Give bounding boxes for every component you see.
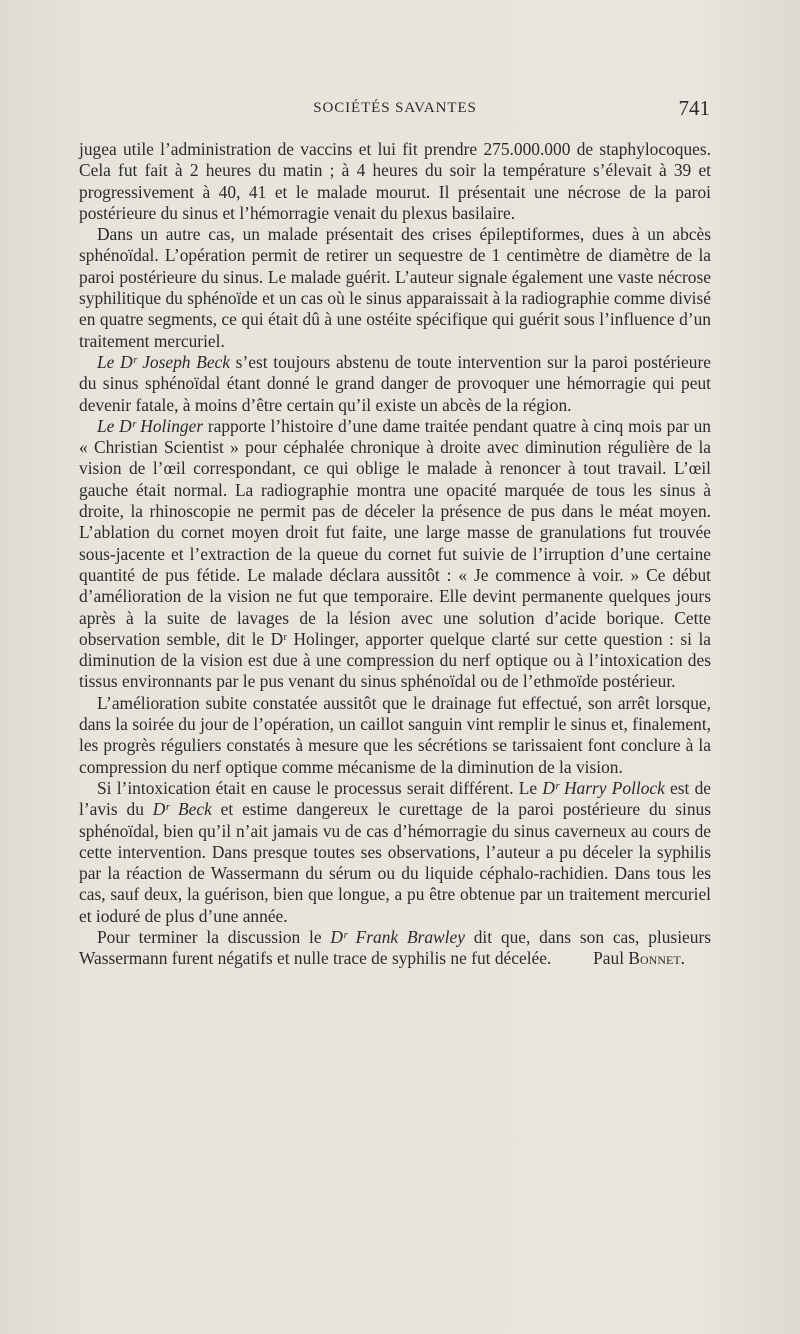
paragraph-text: dit que, dans son cas, plusieurs Wassermann furent négatifs et nulle trace de syphilis ne fut décelée. (79, 926, 711, 969)
paragraph-text: jugea utile l’administration de vaccins et lui fit prendre 275.000.000 de staphylocoques. Cela fut fait à 2 heures du matin ; à 4 heures du soir la température s’élevait à 39 et progressivement à 40, 41 et le malade mourut. Il présentait une nécrose de la paroi postérieure du sinus et l’hémorragie venait du plexus basilaire. (79, 139, 711, 223)
paragraph (79, 927, 711, 970)
paragraph-text: Si l’intoxication était en cause le processus serait différent. Le (97, 777, 543, 798)
paragraph-text: est de l’avis du (79, 777, 711, 820)
speaker-name: Le Dʳ Joseph Beck (97, 351, 230, 372)
paragraph (79, 416, 711, 693)
speaker-name: Dʳ Beck (152, 799, 212, 820)
paragraph (79, 139, 711, 224)
paragraph-text: et estime dangereux le curettage de la paroi postérieure du sinus sphénoïdal, bien qu’il n’ait jamais vu de cas d’hémorragie du sinus caverneux au cours de cette intervention. Dans presque toutes ses observations, l’auteur a pu déceler la syphilis par la réaction de Wassermann du sérum ou du liquide céphalo-rachidien. Dans tous les cas, sauf deux, la guérison, bien que longue, a pu être obtenue par un traitement mercuriel et ioduré de plus d’une année. (79, 799, 711, 926)
paragraph-text: rapporte l’histoire d’une dame traitée pendant quatre à cinq mois par un « Christian Scientist » pour céphalée chronique à droite avec diminution régulière de la vision de l’œil correspondant, ce qui oblige le malade à renoncer à tout travail. L’œil gauche était normal. La radiographie montra une opacité marquée de tous les sinus à droite, la rhinoscopie ne permit pas de déceler la présence de pus dans le méat moyen. L’ablation du cornet moyen droit fut faite, une large masse de granulations fut trouvée sous-jacente et l’extraction de la queue du cornet fut suivie de l’irruption d’une certaine quantité de pus fétide. Le malade déclara aussitôt : « Je commence à voir. » Ce début d’amélioration de la vision ne fut que temporaire. Elle devint permanente quelques jours après à la suite de lavages de la lésion avec une solution d’acide borique. Cette observation semble, dit le Dʳ Holinger, apporter quelque clarté sur cette question : si la diminution de la vision est due à une compression du nerf optique ou à l’intoxication des tissus environnants par le pus venant du sinus sphénoïdal ou de l’ethmoïde postérieur. (79, 415, 711, 692)
page-header (80, 96, 710, 124)
paragraph (79, 693, 711, 778)
paragraph (79, 352, 711, 416)
speaker-name: Dʳ Frank Brawley (330, 926, 465, 947)
author-signature (575, 948, 685, 969)
article-body (79, 139, 711, 970)
running-title: SOCIÉTÉS SAVANTES (313, 100, 477, 116)
signature-first-name: Paul (593, 948, 625, 969)
paragraph-text: L’amélioration subite constatée aussitôt que le drainage fut effectué, son arrêt lorsque, dans la soirée du jour de l’opération, un caillot sanguin vint remplir le sinus et, finalement, les progrès réguliers constatés à mesure que les sécrétions se tarissaient font conclure à la compression du nerf optique comme mécanisme de la diminution de la vision. (79, 692, 711, 777)
speaker-name: Le Dʳ Holinger (97, 415, 204, 436)
paragraph-text: Pour terminer la discussion le (97, 926, 331, 947)
speaker-name: Dʳ Harry Pollock (542, 777, 665, 798)
paragraph (79, 224, 711, 352)
paragraph-text: s’est toujours abstenu de toute intervention sur la paroi postérieure du sinus sphénoïdal étant donné le grand danger de provoquer une hémorragie qui peut devenir fatale, à moins d’être certain qu’il existe un abcès de la région. (79, 351, 711, 415)
signature-last-name: Bonnet. (628, 948, 685, 969)
page-number: 741 (678, 96, 710, 120)
paragraph (79, 778, 711, 927)
paragraph-text: Dans un autre cas, un malade présentait des crises épileptiformes, dues à un abcès sphénoïdal. L’opération permit de retirer un sequestre de 1 centimètre de diamètre de la paroi postérieure du sinus. Le malade guérit. L’auteur signale également une vaste nécrose syphilitique du sphénoïde et un cas où le sinus apparaissait à la radiographie comme divisé en quatre segments, ce qui était dû à une ostéite spécifique qui guérit sous l’influence d’un traitement mercuriel. (79, 224, 711, 351)
